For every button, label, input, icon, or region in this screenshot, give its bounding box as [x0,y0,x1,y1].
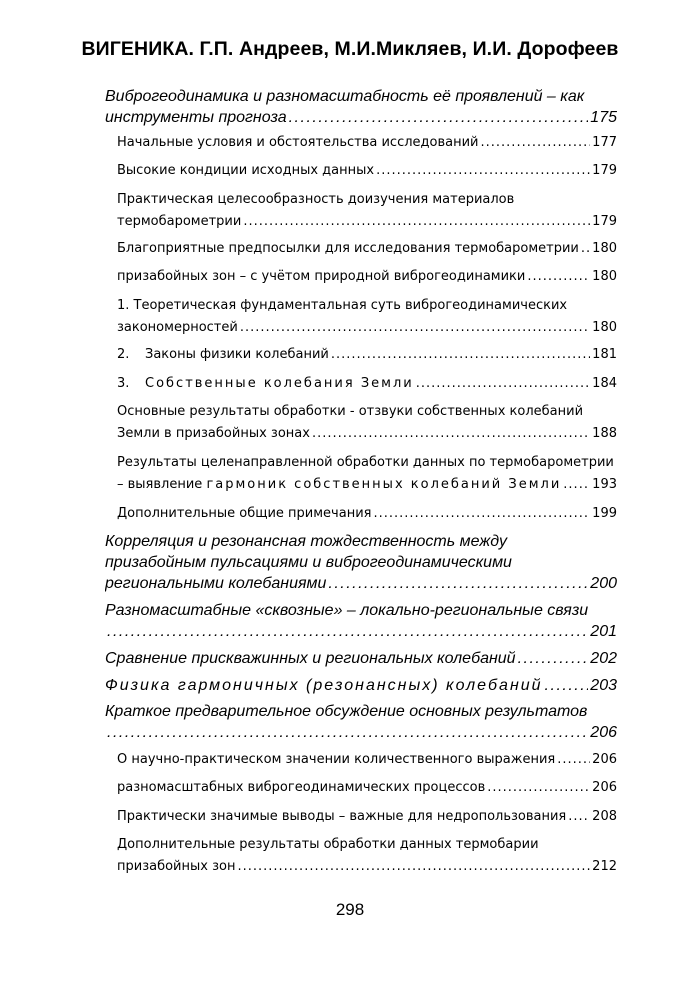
dot-leader [312,423,590,445]
toc-entry[interactable] [117,266,617,288]
toc-entry-title: О научно-практическом значении количественного выражения [117,752,556,767]
dot-leader [481,132,591,154]
toc-page-number: 203 [590,677,617,694]
toc-entry-title-spaced: гармоник собственных колебаний Земли [206,477,562,492]
toc-entry-number: 2. [117,347,130,362]
dot-leader [518,648,589,669]
toc-entry-title: Благоприятные предпосылки для исследования термобарометрии [117,241,579,256]
toc-page-number: 212 [592,859,617,874]
toc-entry-title: призабойным пульсациями и виброгеодинамическими [105,554,512,571]
toc-page-number: 180 [592,320,617,335]
toc-entry[interactable] [117,344,617,366]
toc-entry-title: призабойных зон – с учётом природной виброгеодинамики [117,269,526,284]
dot-leader [527,266,590,288]
toc-entry-title: Земли в призабойных зонах [117,426,310,441]
toc-entry[interactable] [117,834,617,878]
toc-entry[interactable] [105,675,617,696]
toc-entry[interactable] [105,531,617,594]
dot-leader [376,160,590,182]
toc-page-number: 201 [590,623,617,640]
toc-page-number: 175 [590,109,617,126]
toc-entry-title: Законы физики колебаний [145,347,329,362]
dot-leader [373,503,590,525]
dot-leader [107,722,588,743]
toc-entry[interactable] [105,648,617,669]
toc-entry-title: Сравнение прискважинных и региональных колебаний [105,650,516,667]
toc-entry-title: Результаты целенаправленной обработки данных по термобарометрии [117,455,614,470]
toc-entry-title: Основные результаты обработки - отзвуки собственных колебаний [117,404,584,419]
toc-entry[interactable] [117,777,617,799]
toc-entry-title: инструменты прогноза [105,109,287,126]
toc-entry-title: Корреляция и резонансная тождественность между [105,533,507,550]
dot-leader [545,675,589,696]
toc-entry-title: – выявление [117,477,203,492]
toc-entry[interactable] [117,132,617,154]
toc-page-number: 193 [592,477,617,492]
toc-entry-title: Физика гармоничных (резонансных) колебаний [105,677,543,694]
page-header: ВИГЕНИКА. Г.П. Андреев, М.И.Микляев, И.И. Дорофеев [81,38,619,60]
toc-entry-title: 1. Теоретическая фундаментальная суть виброгеодинамических [117,298,568,313]
dot-leader [581,238,590,260]
toc-page-number: 206 [590,724,617,741]
toc-page-number: 208 [592,809,617,824]
toc-entry[interactable] [117,503,617,525]
toc-entry-title: Разномасштабные «сквозные» – локально-региональные связи [105,602,589,619]
dot-leader [331,344,590,366]
toc-entry-title: Дополнительные результаты обработки данных термобарии [117,837,539,852]
toc-page-number: 200 [590,575,617,592]
toc-entry-title: Начальные условия и обстоятельства исследований [117,135,479,150]
toc-page-number: 206 [592,780,617,795]
dot-leader [568,806,590,828]
toc-page-number: 181 [592,347,617,362]
toc-page-number: 202 [590,650,617,667]
dot-leader [240,317,590,339]
toc-entry-title: Высокие кондиции исходных данных [117,163,375,178]
dot-leader [289,107,589,128]
toc-entry-title: Виброгеодинамика и разномасштабность её проявлений – как [105,88,585,105]
toc-entry-title: разномасштабных виброгеодинамических процессов [117,780,486,795]
dot-leader [416,373,590,395]
dot-leader [557,749,590,771]
toc-entry-title: Практическая целесообразность доизучения материалов [117,192,515,207]
toc-entry-title: Краткое предварительное обсуждение основных результатов [105,703,588,720]
toc-entry[interactable] [117,295,617,339]
toc-page-number: 180 [592,241,617,256]
dot-leader [237,856,590,878]
toc-entry[interactable] [105,86,617,128]
dot-leader [563,474,590,496]
toc-entry[interactable] [117,189,617,233]
toc-entry-title: Дополнительные общие примечания [117,506,372,521]
dot-leader [328,573,588,594]
toc-entry[interactable] [117,749,617,771]
toc-entry[interactable] [117,373,617,395]
toc-entry[interactable] [105,600,617,642]
toc-entry-title: региональными колебаниями [105,575,327,592]
toc-entry[interactable] [117,452,617,496]
toc-page-number: 199 [592,506,617,521]
dot-leader [487,777,590,799]
toc-page-number: 180 [592,269,617,284]
toc-entry[interactable] [117,160,617,182]
toc-entry-title: закономерностей [117,320,238,335]
dot-leader [107,621,588,642]
toc-page-number: 184 [592,376,617,391]
toc-page-number: 179 [592,163,617,178]
toc-entry-title: призабойных зон [117,859,236,874]
page-number: 298 [335,900,365,919]
toc-entry[interactable] [117,806,617,828]
toc-entry-title: Практически значимые выводы – важные для недропользования [117,809,567,824]
toc-entry-title: Собственные колебания Земли [145,376,414,391]
toc-entry[interactable] [117,401,617,445]
toc-page-number: 177 [592,135,617,150]
toc-entry-number: 3. [117,376,130,391]
dot-leader [243,211,590,233]
toc-page-number: 206 [592,752,617,767]
toc-entry[interactable] [105,701,617,743]
toc-entry[interactable] [117,238,617,260]
toc-page-number: 188 [592,426,617,441]
toc-entry-title: термобарометрии [117,214,242,229]
toc-page-number: 179 [592,214,617,229]
